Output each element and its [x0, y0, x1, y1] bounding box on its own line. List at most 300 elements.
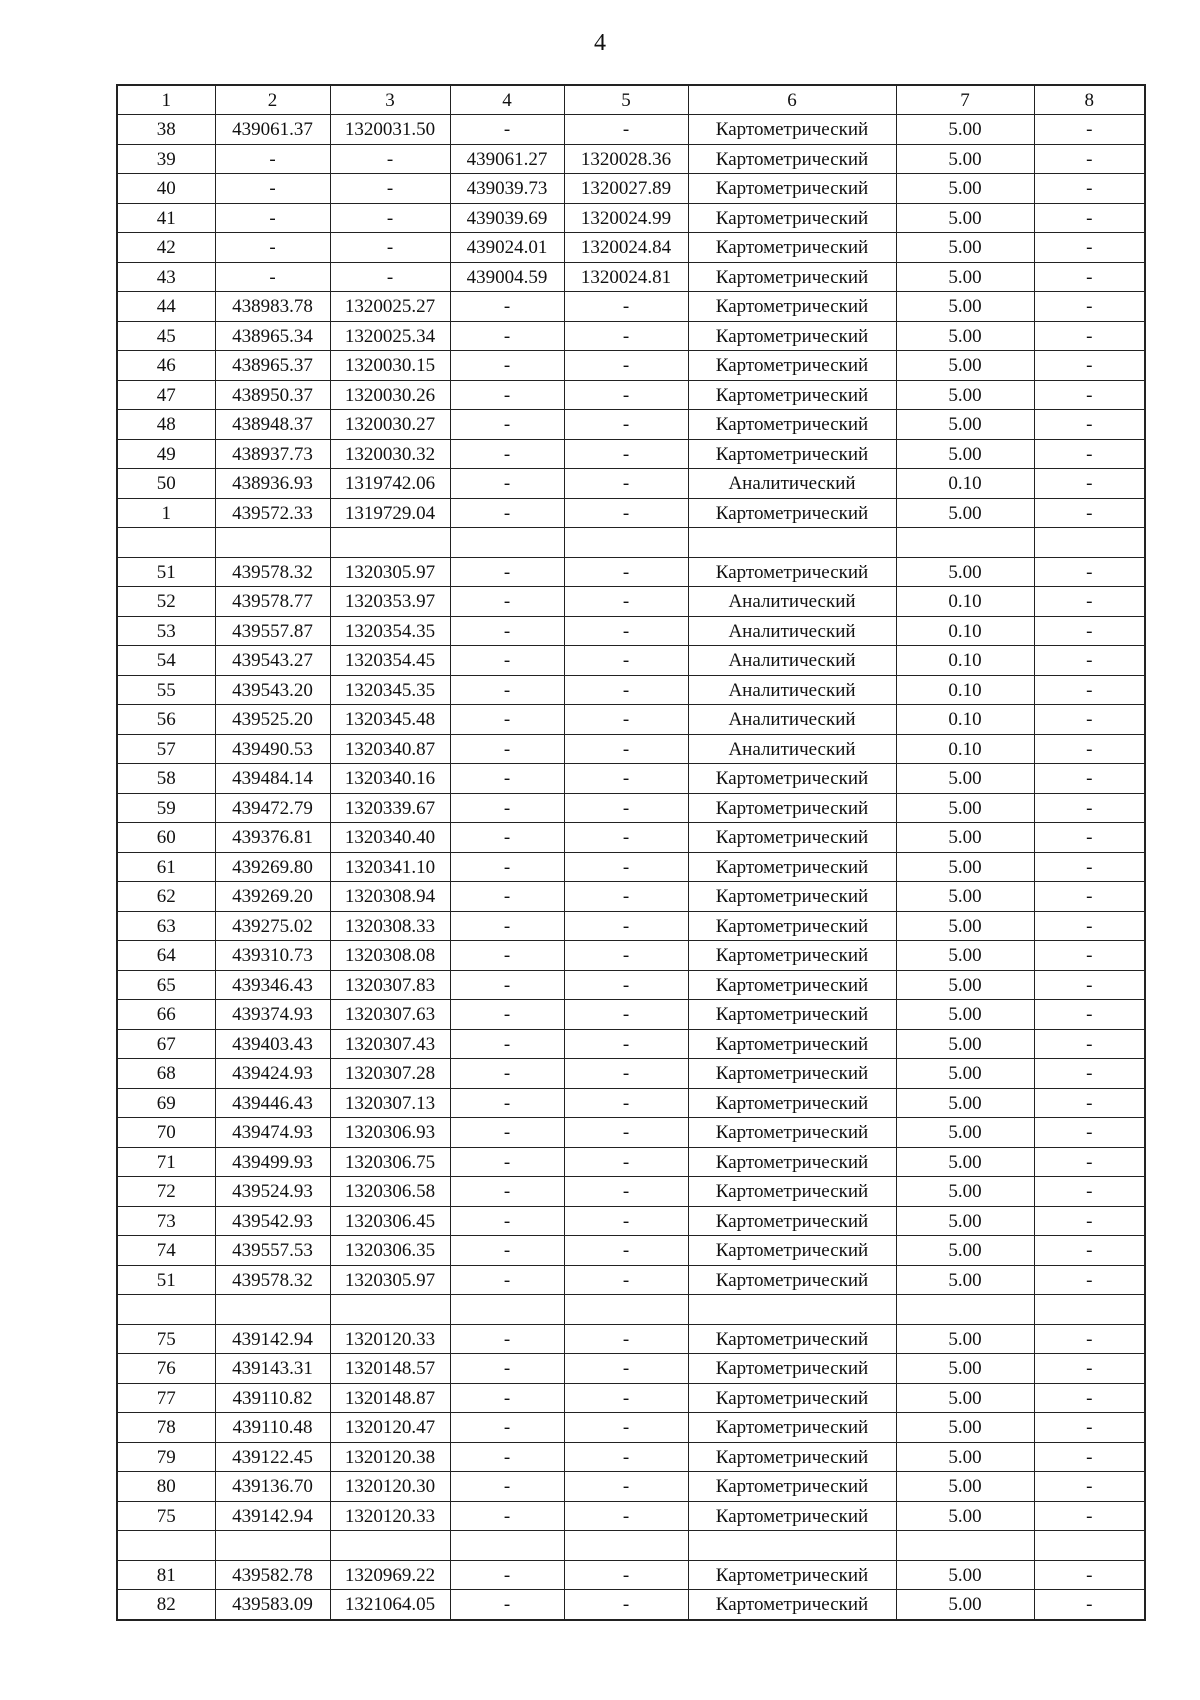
- table-row: [117, 380, 1145, 410]
- table-cell: -: [215, 203, 330, 233]
- table-cell: 5.00: [896, 1236, 1034, 1266]
- table-cell: -: [1034, 1088, 1145, 1118]
- table-cell: -: [450, 1029, 564, 1059]
- table-cell: 439525.20: [215, 705, 330, 735]
- table-cell: -: [1034, 1413, 1145, 1443]
- table-cell: [896, 1295, 1034, 1325]
- table-cell: -: [450, 852, 564, 882]
- table-cell: [117, 1295, 215, 1325]
- table-cell: 5.00: [896, 1442, 1034, 1472]
- table-cell: 5.00: [896, 1059, 1034, 1089]
- table-cell: 1320148.87: [330, 1383, 450, 1413]
- table-cell: -: [1034, 1472, 1145, 1502]
- table-row: [117, 1265, 1145, 1295]
- table-cell: 56: [117, 705, 215, 735]
- table-cell: -: [564, 557, 688, 587]
- column-header-6: 6: [688, 85, 896, 115]
- table-cell: -: [564, 587, 688, 617]
- table-cell: -: [564, 1354, 688, 1384]
- table-cell: -: [564, 469, 688, 499]
- table-row: [117, 646, 1145, 676]
- table-cell: 1320030.15: [330, 351, 450, 381]
- table-cell: Картометрический: [688, 970, 896, 1000]
- table-cell: -: [450, 1000, 564, 1030]
- table-cell: 70: [117, 1118, 215, 1148]
- table-cell: -: [564, 351, 688, 381]
- table-cell: Картометрический: [688, 793, 896, 823]
- table-cell: Картометрический: [688, 1383, 896, 1413]
- table-cell: 1320308.08: [330, 941, 450, 971]
- table-cell: 1320031.50: [330, 115, 450, 145]
- table-cell: 69: [117, 1088, 215, 1118]
- table-cell: -: [450, 1206, 564, 1236]
- table-cell: 50: [117, 469, 215, 499]
- table-cell: Картометрический: [688, 439, 896, 469]
- table-cell: [564, 528, 688, 558]
- table-cell: -: [564, 882, 688, 912]
- table-cell: 54: [117, 646, 215, 676]
- table-cell: 46: [117, 351, 215, 381]
- table-cell: 5.00: [896, 852, 1034, 882]
- table-cell: 77: [117, 1383, 215, 1413]
- table-cell: 73: [117, 1206, 215, 1236]
- table-cell: [330, 1531, 450, 1561]
- table-cell: 40: [117, 174, 215, 204]
- table-cell: 66: [117, 1000, 215, 1030]
- table-row: [117, 882, 1145, 912]
- table-cell: 57: [117, 734, 215, 764]
- table-cell: -: [1034, 1147, 1145, 1177]
- table-cell: [215, 1295, 330, 1325]
- table-cell: 1320120.38: [330, 1442, 450, 1472]
- table-cell: Картометрический: [688, 1413, 896, 1443]
- table-cell: 1320024.81: [564, 262, 688, 292]
- table-cell: 1320120.30: [330, 1472, 450, 1502]
- table-cell: 44: [117, 292, 215, 322]
- table-cell: 5.00: [896, 174, 1034, 204]
- table-cell: -: [564, 1088, 688, 1118]
- table-cell: 51: [117, 1265, 215, 1295]
- table-cell: 1320340.87: [330, 734, 450, 764]
- table-cell: 75: [117, 1324, 215, 1354]
- table-cell: Картометрический: [688, 1236, 896, 1266]
- table-cell: Картометрический: [688, 292, 896, 322]
- table-cell: Картометрический: [688, 1265, 896, 1295]
- table-cell: 0.10: [896, 705, 1034, 735]
- table-cell: [450, 1295, 564, 1325]
- table-cell: -: [1034, 1265, 1145, 1295]
- table-cell: -: [450, 1383, 564, 1413]
- table-row: [117, 1206, 1145, 1236]
- table-cell: 1320306.93: [330, 1118, 450, 1148]
- table-cell: -: [564, 823, 688, 853]
- table-cell: -: [1034, 380, 1145, 410]
- table-cell: -: [1034, 1029, 1145, 1059]
- table-cell: 439142.94: [215, 1501, 330, 1531]
- table-cell: 42: [117, 233, 215, 263]
- table-cell: -: [1034, 941, 1145, 971]
- table-cell: -: [450, 1265, 564, 1295]
- table-cell: 439578.77: [215, 587, 330, 617]
- table-row: [117, 1354, 1145, 1384]
- table-cell: 439275.02: [215, 911, 330, 941]
- table-cell: 72: [117, 1177, 215, 1207]
- table-cell: 1320305.97: [330, 1265, 450, 1295]
- table-row: [117, 321, 1145, 351]
- table-cell: [1034, 1531, 1145, 1561]
- table-row: [117, 203, 1145, 233]
- table-cell: [688, 1531, 896, 1561]
- table-cell: -: [1034, 616, 1145, 646]
- table-cell: 1: [117, 498, 215, 528]
- table-cell: 61: [117, 852, 215, 882]
- table-row: [117, 1472, 1145, 1502]
- table-cell: 51: [117, 557, 215, 587]
- column-header-8: 8: [1034, 85, 1145, 115]
- table-cell: 439142.94: [215, 1324, 330, 1354]
- table-cell: 5.00: [896, 292, 1034, 322]
- table-cell: 5.00: [896, 1118, 1034, 1148]
- table-cell: 439472.79: [215, 793, 330, 823]
- table-cell: 439403.43: [215, 1029, 330, 1059]
- table-cell: 1320306.35: [330, 1236, 450, 1266]
- table-cell: -: [1034, 1118, 1145, 1148]
- table-cell: 5.00: [896, 1354, 1034, 1384]
- table-row: [117, 498, 1145, 528]
- table-cell: -: [450, 970, 564, 1000]
- table-cell: -: [1034, 1177, 1145, 1207]
- table-cell: -: [1034, 1236, 1145, 1266]
- table-cell: -: [564, 1442, 688, 1472]
- table-cell: -: [1034, 292, 1145, 322]
- table-cell: [330, 1295, 450, 1325]
- table-cell: 5.00: [896, 262, 1034, 292]
- table-cell: Картометрический: [688, 498, 896, 528]
- table-cell: Картометрический: [688, 764, 896, 794]
- table-cell: -: [330, 144, 450, 174]
- table-cell: 55: [117, 675, 215, 705]
- table-cell: -: [1034, 734, 1145, 764]
- table-row: [117, 1088, 1145, 1118]
- table-cell: -: [1034, 970, 1145, 1000]
- column-header-5: 5: [564, 85, 688, 115]
- table-cell: 5.00: [896, 1088, 1034, 1118]
- table-cell: 1320353.97: [330, 587, 450, 617]
- table-cell: -: [1034, 1383, 1145, 1413]
- table-cell: Картометрический: [688, 1059, 896, 1089]
- table-cell: 1320307.43: [330, 1029, 450, 1059]
- table-cell: -: [450, 1324, 564, 1354]
- table-cell: -: [450, 1088, 564, 1118]
- table-cell: [564, 1295, 688, 1325]
- table-cell: [896, 528, 1034, 558]
- table-cell: -: [450, 1560, 564, 1590]
- table-cell: Аналитический: [688, 705, 896, 735]
- table-cell: -: [450, 1413, 564, 1443]
- table-cell: -: [450, 1236, 564, 1266]
- table-cell: 1320120.33: [330, 1501, 450, 1531]
- table-cell: 438950.37: [215, 380, 330, 410]
- table-cell: -: [564, 1501, 688, 1531]
- table-row: [117, 675, 1145, 705]
- table-cell: 1320307.13: [330, 1088, 450, 1118]
- table-cell: -: [564, 852, 688, 882]
- table-row: [117, 351, 1145, 381]
- table-cell: [1034, 528, 1145, 558]
- table-row: [117, 852, 1145, 882]
- table-row: [117, 1560, 1145, 1590]
- table-cell: 439039.69: [450, 203, 564, 233]
- table-cell: -: [450, 616, 564, 646]
- table-cell: -: [1034, 233, 1145, 263]
- table-cell: -: [450, 793, 564, 823]
- table-cell: 439572.33: [215, 498, 330, 528]
- table-row: [117, 616, 1145, 646]
- table-cell: -: [564, 734, 688, 764]
- table-cell: 58: [117, 764, 215, 794]
- table-cell: -: [564, 705, 688, 735]
- table-cell: Картометрический: [688, 351, 896, 381]
- table-cell: [215, 1531, 330, 1561]
- table-cell: 439484.14: [215, 764, 330, 794]
- table-cell: 5.00: [896, 1029, 1034, 1059]
- table-cell: 439578.32: [215, 1265, 330, 1295]
- table-cell: -: [564, 1324, 688, 1354]
- table-cell: Картометрический: [688, 262, 896, 292]
- table-cell: [1034, 1295, 1145, 1325]
- table-row: [117, 734, 1145, 764]
- table-cell: -: [330, 174, 450, 204]
- table-cell: -: [564, 1147, 688, 1177]
- table-row: [117, 528, 1145, 558]
- table-cell: -: [1034, 557, 1145, 587]
- table-cell: -: [1034, 1501, 1145, 1531]
- table-cell: Аналитический: [688, 616, 896, 646]
- table-row: [117, 1000, 1145, 1030]
- table-cell: -: [564, 793, 688, 823]
- table-cell: -: [564, 1029, 688, 1059]
- table-cell: -: [564, 616, 688, 646]
- table-cell: 5.00: [896, 233, 1034, 263]
- table-cell: 1320030.27: [330, 410, 450, 440]
- table-cell: 439110.82: [215, 1383, 330, 1413]
- table-cell: 5.00: [896, 1177, 1034, 1207]
- table-cell: -: [1034, 410, 1145, 440]
- table-cell: -: [564, 1383, 688, 1413]
- table-row: [117, 292, 1145, 322]
- table-cell: 65: [117, 970, 215, 1000]
- table-cell: -: [1034, 1442, 1145, 1472]
- table-cell: -: [1034, 705, 1145, 735]
- table-cell: Картометрический: [688, 233, 896, 263]
- table-cell: -: [1034, 1560, 1145, 1590]
- table-cell: 5.00: [896, 351, 1034, 381]
- table-row: [117, 970, 1145, 1000]
- table-cell: 439543.27: [215, 646, 330, 676]
- table-cell: Картометрический: [688, 852, 896, 882]
- table-cell: 1320339.67: [330, 793, 450, 823]
- table-cell: 67: [117, 1029, 215, 1059]
- table-cell: -: [564, 1000, 688, 1030]
- table-cell: Картометрический: [688, 115, 896, 145]
- table-cell: Аналитический: [688, 675, 896, 705]
- table-cell: 81: [117, 1560, 215, 1590]
- table-cell: 5.00: [896, 557, 1034, 587]
- table-cell: 439474.93: [215, 1118, 330, 1148]
- table-cell: 1320354.35: [330, 616, 450, 646]
- table-row: [117, 439, 1145, 469]
- table-cell: Аналитический: [688, 587, 896, 617]
- table-cell: -: [215, 144, 330, 174]
- table-cell: 438965.37: [215, 351, 330, 381]
- table-cell: -: [564, 1472, 688, 1502]
- table-cell: -: [450, 587, 564, 617]
- table-cell: 1320120.33: [330, 1324, 450, 1354]
- table-cell: 63: [117, 911, 215, 941]
- table-cell: Картометрический: [688, 823, 896, 853]
- table-cell: 1320345.48: [330, 705, 450, 735]
- table-cell: 439061.27: [450, 144, 564, 174]
- table-cell: 438937.73: [215, 439, 330, 469]
- table-row: [117, 1177, 1145, 1207]
- table-cell: -: [564, 292, 688, 322]
- table-cell: -: [450, 764, 564, 794]
- table-cell: 5.00: [896, 1147, 1034, 1177]
- table-cell: Картометрический: [688, 203, 896, 233]
- table-cell: 1320307.63: [330, 1000, 450, 1030]
- table-cell: Картометрический: [688, 144, 896, 174]
- table-cell: 1320354.45: [330, 646, 450, 676]
- table-cell: -: [564, 970, 688, 1000]
- table-cell: -: [1034, 1059, 1145, 1089]
- table-cell: -: [1034, 321, 1145, 351]
- table-cell: -: [1034, 1590, 1145, 1620]
- table-cell: -: [1034, 911, 1145, 941]
- table-cell: -: [564, 115, 688, 145]
- table-cell: [688, 1295, 896, 1325]
- table-cell: 1320969.22: [330, 1560, 450, 1590]
- table-cell: 439583.09: [215, 1590, 330, 1620]
- table-cell: -: [564, 498, 688, 528]
- table-cell: -: [450, 705, 564, 735]
- table-cell: -: [450, 1472, 564, 1502]
- table-cell: Картометрический: [688, 1118, 896, 1148]
- table-row: [117, 233, 1145, 263]
- table-cell: 43: [117, 262, 215, 292]
- table-row: [117, 469, 1145, 499]
- table-cell: 439310.73: [215, 941, 330, 971]
- table-cell: Картометрический: [688, 380, 896, 410]
- table-cell: -: [330, 203, 450, 233]
- table-cell: -: [564, 764, 688, 794]
- table-cell: 41: [117, 203, 215, 233]
- table-cell: -: [450, 557, 564, 587]
- table-cell: 79: [117, 1442, 215, 1472]
- table-cell: -: [215, 233, 330, 263]
- table-cell: 38: [117, 115, 215, 145]
- table-cell: 5.00: [896, 823, 1034, 853]
- table-cell: Картометрический: [688, 911, 896, 941]
- table-cell: 439446.43: [215, 1088, 330, 1118]
- table-cell: -: [450, 410, 564, 440]
- table-row: [117, 1324, 1145, 1354]
- column-header-1: 1: [117, 85, 215, 115]
- table-cell: 5.00: [896, 793, 1034, 823]
- table-cell: -: [1034, 469, 1145, 499]
- table-cell: 1320028.36: [564, 144, 688, 174]
- table-cell: 5.00: [896, 380, 1034, 410]
- table-cell: 5.00: [896, 203, 1034, 233]
- table-cell: Картометрический: [688, 174, 896, 204]
- table-cell: 60: [117, 823, 215, 853]
- table-cell: -: [450, 439, 564, 469]
- table-cell: -: [1034, 764, 1145, 794]
- table-cell: 1320345.35: [330, 675, 450, 705]
- table-cell: -: [450, 1118, 564, 1148]
- table-cell: 0.10: [896, 646, 1034, 676]
- table-cell: -: [1034, 882, 1145, 912]
- table-cell: -: [564, 646, 688, 676]
- table-cell: 1320305.97: [330, 557, 450, 587]
- table-cell: -: [1034, 1000, 1145, 1030]
- table-cell: Картометрический: [688, 1590, 896, 1620]
- table-cell: Аналитический: [688, 646, 896, 676]
- table-cell: -: [564, 675, 688, 705]
- table-cell: Картометрический: [688, 410, 896, 440]
- table-cell: 1320340.40: [330, 823, 450, 853]
- table-cell: 439557.87: [215, 616, 330, 646]
- table-cell: Картометрический: [688, 882, 896, 912]
- table-cell: 439542.93: [215, 1206, 330, 1236]
- table-cell: -: [450, 646, 564, 676]
- table-cell: Картометрический: [688, 1147, 896, 1177]
- table-cell: -: [450, 1177, 564, 1207]
- table-row: [117, 1531, 1145, 1561]
- table-cell: [564, 1531, 688, 1561]
- table-cell: -: [450, 1059, 564, 1089]
- table-cell: 439582.78: [215, 1560, 330, 1590]
- table-cell: -: [1034, 1354, 1145, 1384]
- table-cell: 439122.45: [215, 1442, 330, 1472]
- table-row: [117, 1413, 1145, 1443]
- table-cell: -: [1034, 1206, 1145, 1236]
- table-cell: -: [450, 911, 564, 941]
- table-row: [117, 262, 1145, 292]
- table-cell: Картометрический: [688, 1472, 896, 1502]
- column-header-2: 2: [215, 85, 330, 115]
- table-cell: Аналитический: [688, 469, 896, 499]
- table-cell: -: [450, 498, 564, 528]
- table-cell: -: [450, 1590, 564, 1620]
- table-cell: 49: [117, 439, 215, 469]
- table-cell: Картометрический: [688, 1029, 896, 1059]
- table-cell: 1320307.28: [330, 1059, 450, 1089]
- table-cell: Картометрический: [688, 1177, 896, 1207]
- table-cell: 1320306.58: [330, 1177, 450, 1207]
- table-cell: 1320030.32: [330, 439, 450, 469]
- table-cell: 5.00: [896, 115, 1034, 145]
- table-cell: 1320308.94: [330, 882, 450, 912]
- table-cell: 1320120.47: [330, 1413, 450, 1443]
- table-cell: 5.00: [896, 1560, 1034, 1590]
- table-cell: 438936.93: [215, 469, 330, 499]
- table-cell: 438948.37: [215, 410, 330, 440]
- table-cell: 1321064.05: [330, 1590, 450, 1620]
- table-cell: [896, 1531, 1034, 1561]
- table-cell: 439578.32: [215, 557, 330, 587]
- table-cell: 439039.73: [450, 174, 564, 204]
- table-row: [117, 587, 1145, 617]
